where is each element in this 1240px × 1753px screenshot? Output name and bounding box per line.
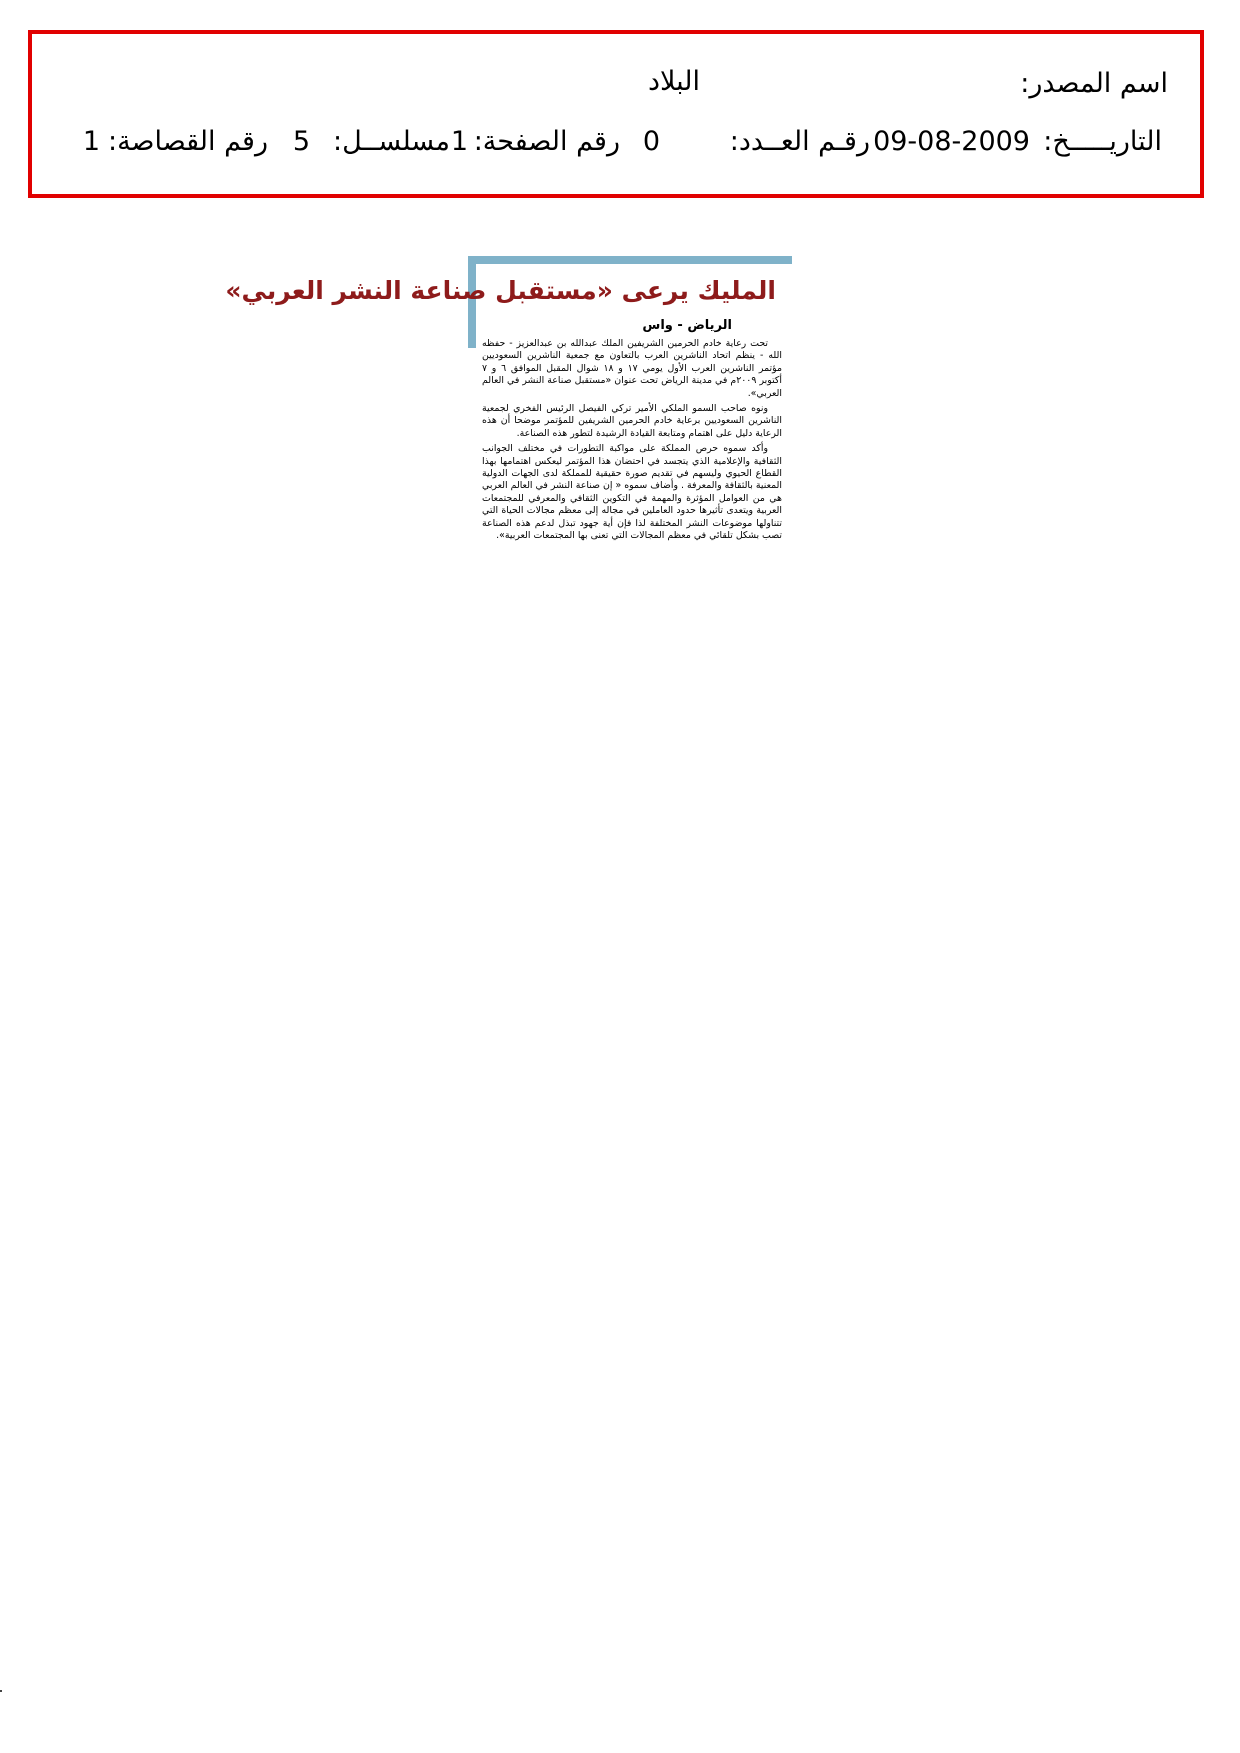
clip-number-value: 1 [82, 126, 100, 157]
scan-speck [0, 1690, 2, 1692]
article-byline: الرياض - واس [642, 318, 732, 333]
issue-value: 0 [642, 126, 660, 157]
article-paragraph: تحت رعاية خادم الحرمين الشريفين الملك عبدالله بن عبدالعزيز - حفظه الله - ينظم اتحاد الناشرين العرب بالتعاون مع جمعية الناشرين السعوديين مؤتمر الناشرين العرب الأول يومي ١٧ و ١٨ شوال المقبل الموافق ٦ و ٧ أكتوبر ٢٠٠٩م في مدينة الرياض تحت عنوان «مستقبل صناعة النشر في العالم العربي». [482, 338, 782, 399]
date-label: التاريـــــخ: [1043, 126, 1162, 157]
issue-label: رقـم العــدد: [729, 126, 870, 157]
article-headline: المليك يرعى «مستقبل صناعة النشر العربي» [225, 276, 776, 305]
serial-value: 5 [292, 126, 310, 157]
clipping-top-border [468, 256, 792, 264]
source-label: اسم المصدر: [1020, 68, 1168, 99]
page-label: رقم الصفحة: [473, 126, 620, 157]
source-value: البلاد [647, 66, 700, 97]
newspaper-clipping [225, 256, 792, 596]
clip-number-label: رقم القصاصة: [107, 126, 268, 157]
serial-label: مسلســل: [333, 126, 450, 157]
article-paragraph: وأكد سموه حرص المملكة على مواكبة التطورات في مختلف الجوانب الثقافية والإعلامية الذي يتجسد في احتضان هذا المؤتمر ليعكس اهتمامها بهذا القطاع الحيوي وليسهم في تقديم صورة حقيقية للمملكة لدى الجهات الدولية المعنية بالثقافة والمعرفة . وأضاف سموه « إن صناعة النشر في العالم العربي هي من العوامل المؤثرة والمهمة في التكوين الثقافي والمعرفي للمجتمعات العربية ويتعدى تأثيرها حدود العاملين في مجاله إلى معظم مجالات الحياة التي تتناولها موضوعات النشر المختلفة لذا فإن أية جهود تبذل لدعم هذه الصناعة تصب بشكل تلقائي في معظم المجالات التي تعنى بها المجتمعات العربية». [482, 443, 782, 542]
article-body [482, 338, 782, 546]
page-value: 1 [450, 126, 468, 157]
date-value: 09-08-2009 [873, 126, 1030, 157]
article-paragraph: ونوه صاحب السمو الملكي الأمير تركي الفيصل الرئيس الفخري لجمعية الناشرين السعوديين برعاية خادم الحرمين الشريفين للمؤتمر موضحا أن هذه الرعاية دليل على اهتمام ومتابعة القيادة الرشيدة لتطور هذه الصناعة. [482, 403, 782, 439]
metadata-header-box [28, 30, 1204, 198]
